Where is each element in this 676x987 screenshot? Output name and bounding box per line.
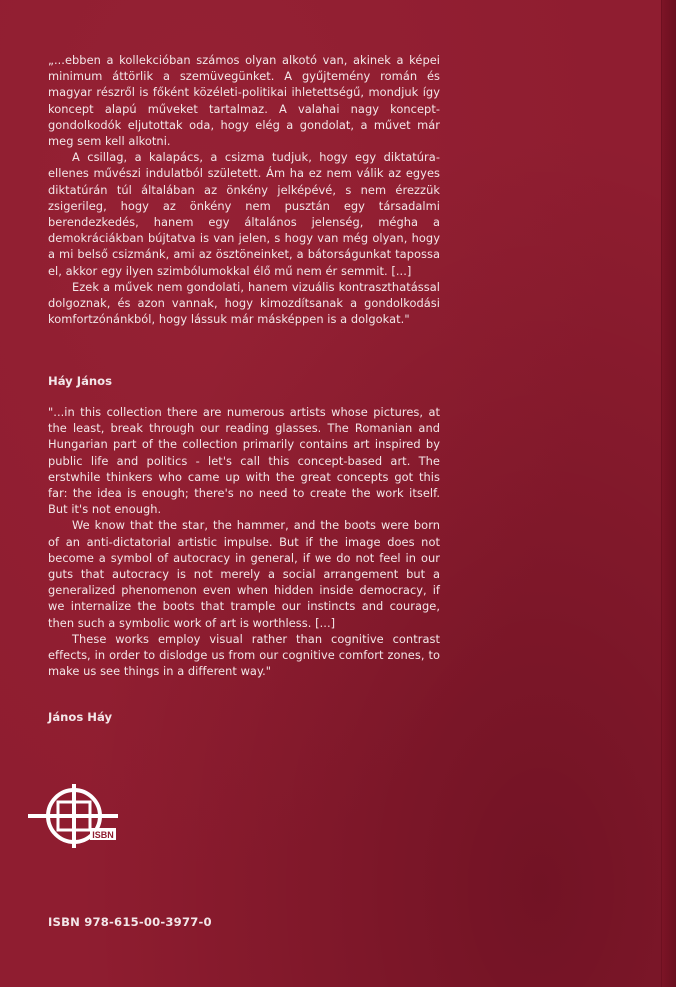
hungarian-paragraph-2: A csillag, a kalapács, a csizma tudjuk, hogy egy diktatúra-ellenes művészi indulatból született. Ám ha ez nem válik az egyes diktatúrán túl általában az önkény jelképévé, s nem érezzük zsigerileg, hogy az önkény nem pusztán egy társadalmi berendezkedés, hanem egy általános jelenség, mégha a demokráciákban bújtatva is van jelen, s hogy van még olyan, hogy a mi belső csizmánk, ami az ösztöneinket, a bátorságunkat tapossa el, akkor egy ilyen szimbólumokkal élő mű nem ér semmit. [...] [48, 150, 440, 278]
hungarian-paragraph-1: „...ebben a kollekcióban számos olyan alkotó van, akinek a képei minimum áttörlik a szemüvegünket. A gyűjtemény román és magyar részről is főként közéleti-politikai ihletettségű, mondjuk így koncept alapú műveket tartalmaz. A valahai nagy koncept-gondolkodók eljutottak oda, hogy elég a gondolat, a művet már meg sem kell alkotni. [48, 53, 440, 149]
hungarian-quote [48, 52, 440, 327]
english-quote [48, 404, 440, 679]
english-paragraph-2: We know that the star, the hammer, and the boots were born of an anti-dictatorial artistic impulse. But if the image does not become a symbol of autocracy in general, if we do not feel in our guts that autocracy is not merely a social arrangement but a generalized phenomenon even when hidden inside democracy, if we internalize the boots that trample our instincts and courage, then such a symbolic work of art is worthless. [...] [48, 518, 440, 630]
english-paragraph-3: These works employ visual rather than cognitive contrast effects, in order to dislodge us from our cognitive comfort zones, to make us see things in a different way." [48, 631, 440, 679]
hungarian-paragraph-3: Ezek a művek nem gondolati, hanem vizuális kontraszthatással dolgoznak, és azon vannak, hogy kimozdítsanak a gondolkodási komfortzónánkból, hogy lássuk már másképpen is a dolgokat." [48, 279, 440, 327]
isbn-number: ISBN 978-615-00-3977-0 [48, 915, 212, 929]
spine-edge [661, 0, 676, 987]
isbn-logo-label: ISBN [92, 830, 114, 840]
hungarian-author: Háy János [48, 374, 113, 388]
isbn-logo-icon [28, 778, 124, 860]
english-paragraph-1: "...in this collection there are numerous artists whose pictures, at the least, break through our reading glasses. The Romanian and Hungarian part of the collection primarily contains art inspired by public life and politics - let's call this concept-based art. The erstwhile thinkers who came up with the great concepts got this far: the idea is enough; there's no need to create the work itself. But it's not enough. [48, 405, 440, 517]
english-author: János Háy [48, 710, 113, 724]
